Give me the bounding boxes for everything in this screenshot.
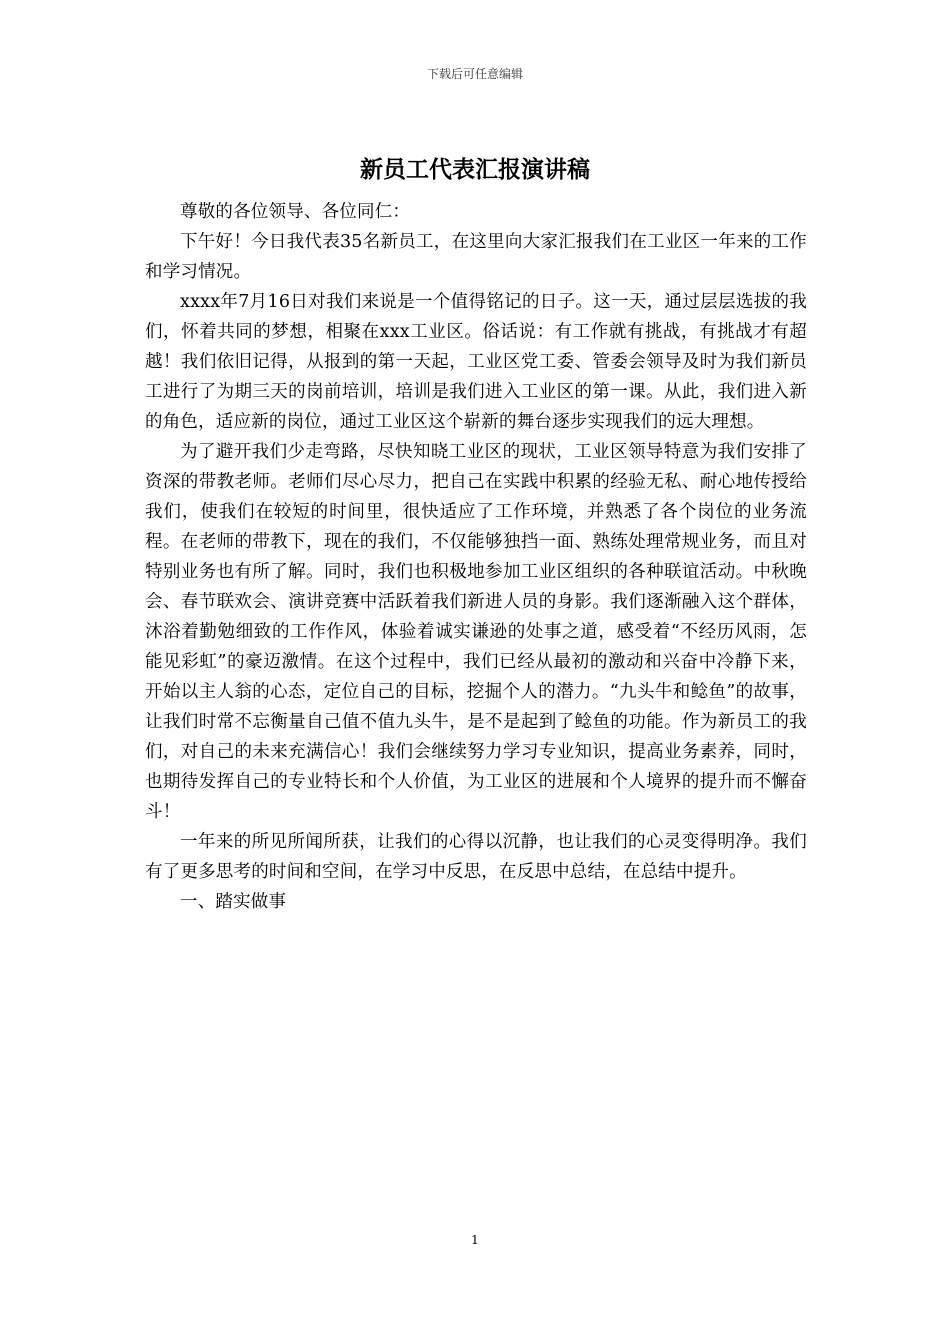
salutation-paragraph: 尊敬的各位领导、各位同仁： — [180, 202, 411, 222]
body-paragraph: 为了避开我们少走弯路，尽快知晓工业区的现状，工业区领导特意为我们安排了资深的带教老师。老师们尽心尽力，把自己在实践中积累的经验无私、耐心地传授给我们，使我们在较短的时间里，很快适应了工作环境，并熟悉了各个岗位的业务流程。在老师的带教下，现在的我们，不仅能够独挡一面、熟练处理常规业务，而且对特别业务也有所了解。同时，我们也积极地参加工业区组织的各种联谊活动。中秋晚会、春节联欢会、演讲竞赛中活跃着我们新进人员的身影。我们逐渐融入这个群体，沐浴着勤勉细致的工作作风，体验着诚实谦逊的处事之道，感受着“不经历风雨，怎能见彩虹”的豪迈激情。在这个过程中，我们已经从最初的激动和兴奋中冷静下来，开始以主人翁的心态，定位自己的目标，挖掘个人的潜力。“九头牛和鲶鱼”的故事，让我们时常不忘衡量自己值不值九头牛，是不是起到了鲶鱼的功能。作为新员工的我们，对自己的未来充满信心！我们会继续努力学习专业知识，提高业务素养，同时，也期待发挥自己的专业特长和个人价值，为工业区的进展和个人境界的提升而不懈奋斗！ — [145, 442, 807, 822]
header-note: 下载后可任意编辑 — [426, 67, 523, 81]
page-number: 1 — [471, 1233, 479, 1247]
body-paragraph: 一年来的所见所闻所获，让我们的心得以沉静，也让我们的心灵变得明净。我们有了更多思考的时间和空间，在学习中反思，在反思中总结，在总结中提升。 — [145, 832, 807, 882]
body-paragraph: 下午好！今日我代表35名新员工，在这里向大家汇报我们在工业区一年来的工作和学习情况。 — [145, 232, 807, 282]
section-heading: 一、踏实做事 — [180, 892, 287, 912]
document-body — [145, 197, 807, 917]
body-paragraph: xxxx年7月16日对我们来说是一个值得铭记的日子。这一天，通过层层选拔的我们，怀着共同的梦想，相聚在xxx工业区。俗话说：有工作就有挑战，有挑战才有超越！我们依旧记得，从报到的第一天起，工业区党工委、管委会领导及时为我们新员工进行了为期三天的岗前培训，培训是我们进入工业区的第一课。从此，我们进入新的角色，适应新的岗位，通过工业区这个崭新的舞台逐步实现我们的远大理想。 — [145, 292, 807, 432]
document-title: 新员工代表汇报演讲稿 — [360, 156, 590, 183]
